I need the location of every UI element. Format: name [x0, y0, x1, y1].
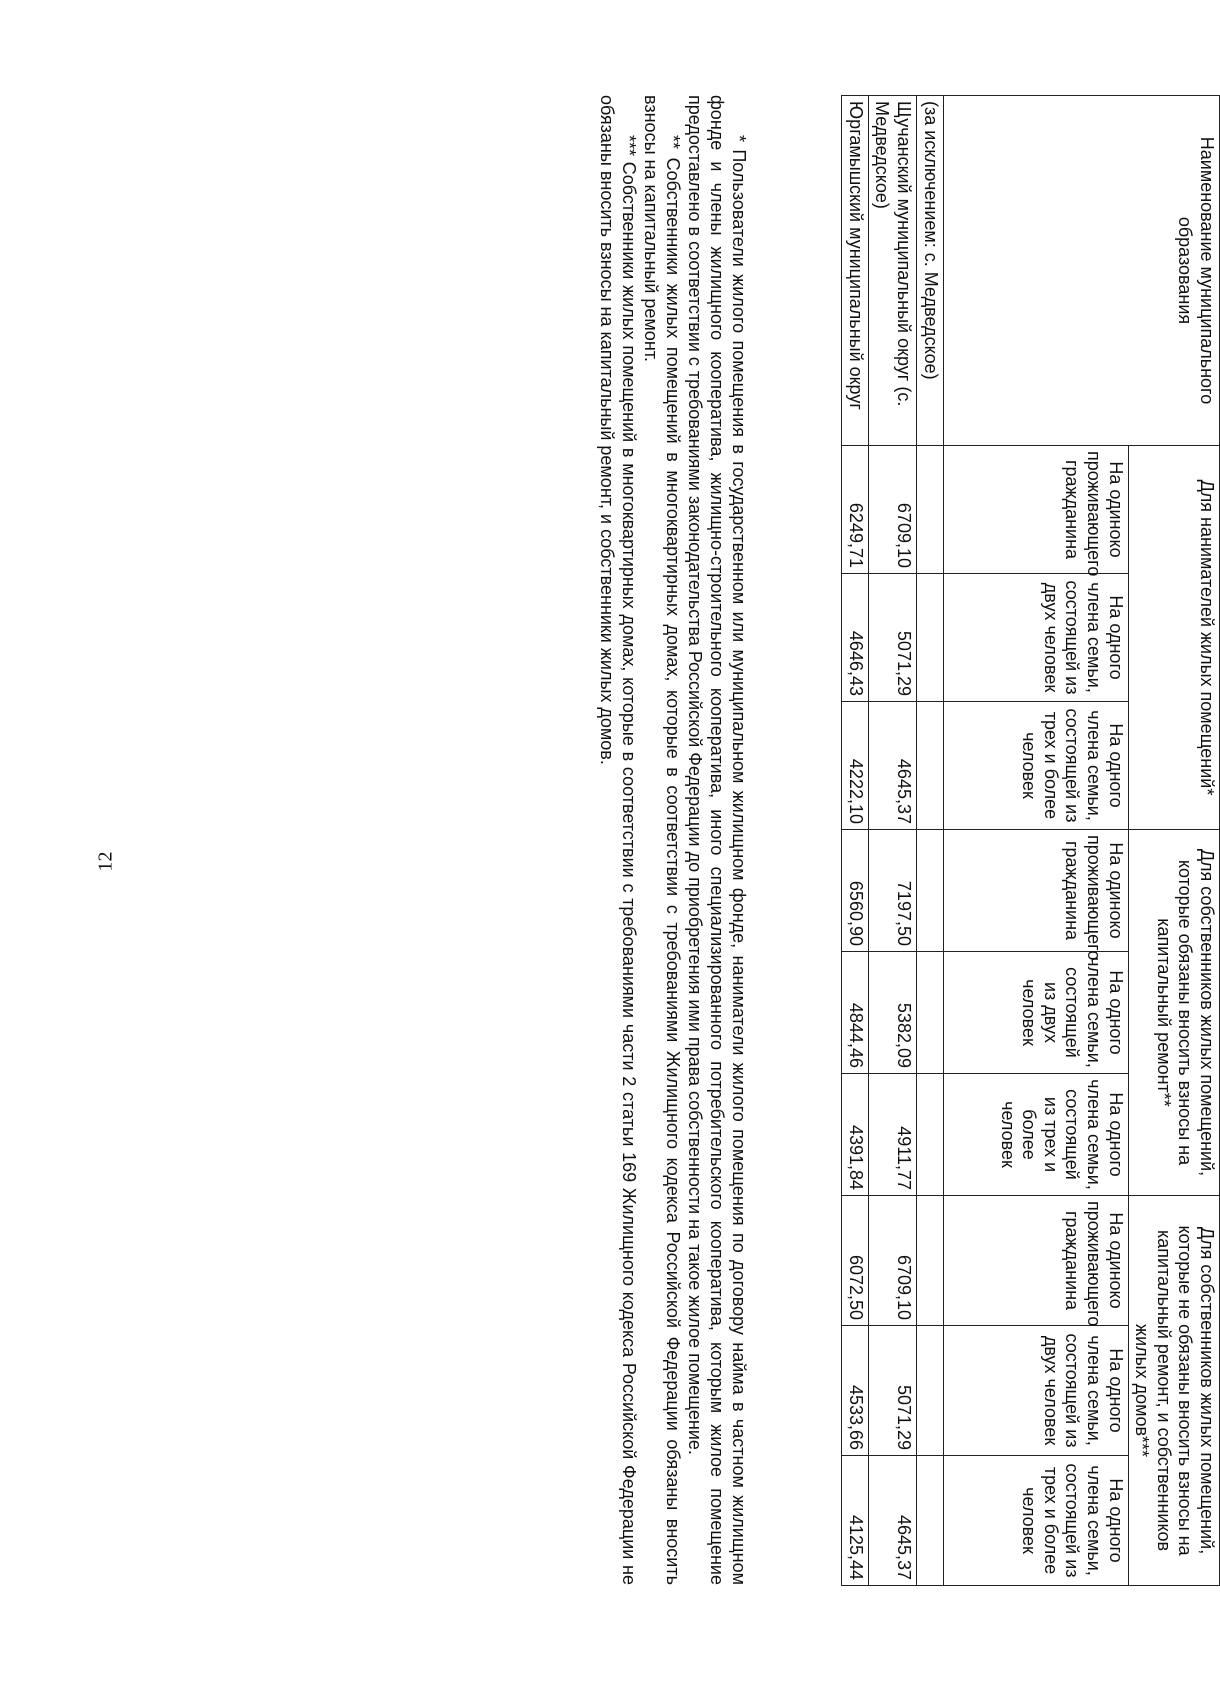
value-cell — [917, 446, 944, 574]
group-header-owners-not-obliged: Для собственников жилых помещений, которые не обязаны вносить взносы на капитальный ремонт, и собственников жилых домов*** — [1128, 1196, 1219, 1586]
value-cell: 4125,44 — [842, 1456, 869, 1586]
value-cell: 4222,10 — [842, 702, 869, 830]
subheader-cell: На одиноко проживающего гражданина — [943, 446, 1128, 574]
subheader-cell: На одного члена семьи, состоящей из двух человек — [943, 952, 1128, 1074]
value-cell: 5382,09 — [868, 952, 916, 1074]
subheader-cell: На одиноко проживающего гражданина — [943, 830, 1128, 952]
value-cell: 4844,46 — [842, 952, 869, 1074]
value-cell: 4645,37 — [868, 702, 916, 830]
subheader-cell: На одного члена семьи, состоящей из трех и более человек — [943, 1074, 1128, 1196]
value-cell: 4911,77 — [868, 1074, 916, 1196]
value-cell: 6072,50 — [842, 1196, 869, 1326]
page-number: 12 — [94, 851, 117, 872]
rates-table — [841, 95, 1220, 1586]
footnote-owners-not-obliged: *** Собственники жилых помещений в многоквартирных домах, которые в соответствии с требованиями части 2 статьи 169 Жилищного кодекса Российской Федерации не обязаны вносить взносы на капитальный ремонт, и собственники жилых домов. — [597, 95, 639, 1585]
value-cell — [917, 1326, 944, 1456]
value-cell: 5071,29 — [868, 1326, 916, 1456]
value-cell: 6560,90 — [842, 830, 869, 952]
value-cell: 4645,37 — [868, 1456, 916, 1586]
value-cell — [917, 1074, 944, 1196]
value-cell: 4391,84 — [842, 1074, 869, 1196]
value-cell — [917, 1456, 944, 1586]
subheader-cell: На одного члена семьи, состоящей из трех и более человек — [943, 702, 1128, 830]
subheader-cell: На одиноко проживающего гражданина — [943, 1196, 1128, 1326]
value-cell: 6249,71 — [842, 446, 869, 574]
footnotes — [596, 95, 750, 1585]
value-cell — [917, 1196, 944, 1326]
row-name-cell: Щучанский муниципальный округ (с. Медведское) — [868, 96, 916, 446]
row-name-cell: (за исключением: с. Медведское) — [917, 96, 944, 446]
table-header-row — [1128, 96, 1219, 1586]
subheader-cell: На одного члена семьи, состоящей из двух человек — [943, 574, 1128, 702]
table-row — [868, 96, 916, 1586]
footnote-owners-obliged: ** Собственники жилых помещений в многоквартирных домах, которые в соответствии с требованиями Жилищного кодекса Российской Федерации обязаны вносить взносы на капитальный ремонт. — [641, 95, 683, 1585]
value-cell — [917, 830, 944, 952]
value-cell: 4646,43 — [842, 574, 869, 702]
name-column-header: Наименование муниципального образования — [943, 96, 1219, 446]
value-cell: 4533,66 — [842, 1326, 869, 1456]
value-cell — [917, 702, 944, 830]
group-header-owners-obliged: Для собственников жилых помещений, которые обязаны вносить взносы на капитальный ремонт** — [1128, 830, 1219, 1196]
value-cell: 6709,10 — [868, 1196, 916, 1326]
table-row — [917, 96, 944, 1586]
rotated-sheet — [560, 95, 1220, 1585]
value-cell — [917, 574, 944, 702]
value-cell: 7197,50 — [868, 830, 916, 952]
subheader-cell: На одного члена семьи, состоящей из двух человек — [943, 1326, 1128, 1456]
value-cell — [917, 952, 944, 1074]
value-cell: 6709,10 — [868, 446, 916, 574]
footnote-tenants: * Пользователи жилого помещения в государственном или муниципальном жилищном фонде, наниматели жилого помещения по договору найма в частном жилищном фонде и члены жилищного кооператива, жилищно-строительного кооператива, иного специализированного потребительского кооператива, которым жилое помещение предоставлено в соответствии с требованиями законодательства Российской Федерации до приобретения ими права собственности на такое жилое помещение. — [685, 95, 749, 1585]
value-cell: 5071,29 — [868, 574, 916, 702]
group-header-tenants: Для нанимателей жилых помещений* — [1128, 446, 1219, 830]
subheader-cell: На одного члена семьи, состоящей из трех и более человек — [943, 1456, 1128, 1586]
table-row — [842, 96, 869, 1586]
row-name-cell: Юргамышский муниципальный округ — [842, 96, 869, 446]
